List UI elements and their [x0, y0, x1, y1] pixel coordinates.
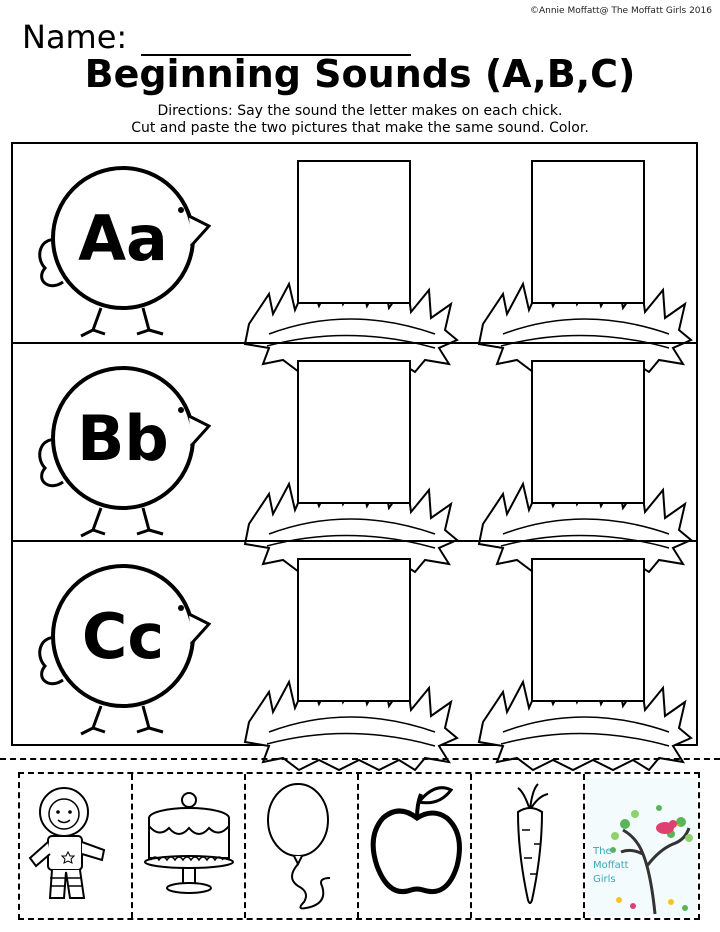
chick-letter: Aa	[78, 202, 168, 275]
paste-box-2[interactable]	[531, 360, 645, 504]
moffatt-girls-logo-icon	[585, 774, 698, 918]
cutout-moffatt-logo	[585, 774, 698, 918]
worksheet-row-b	[13, 342, 696, 542]
cutout-carrot[interactable]	[472, 774, 585, 918]
chick-icon	[31, 556, 211, 736]
astronaut-icon	[20, 774, 133, 918]
chick-icon	[31, 158, 211, 338]
worksheet-row-c	[13, 540, 696, 740]
paste-box-1[interactable]	[297, 360, 411, 504]
logo-text-line-1: The	[593, 846, 612, 857]
apple-icon	[359, 774, 472, 918]
directions-line-2: Cut and paste the two pictures that make the same sound. Color.	[131, 120, 589, 136]
logo-text-line-2: Moffatt	[593, 860, 629, 871]
chick-letter: Cc	[81, 600, 165, 673]
paste-box-1[interactable]	[297, 558, 411, 702]
cutout-balloon[interactable]	[246, 774, 359, 918]
directions	[0, 103, 720, 137]
worksheet-row-a	[13, 144, 696, 342]
carrot-icon	[472, 774, 585, 918]
name-row	[22, 18, 411, 56]
worksheet-table	[11, 142, 698, 746]
logo-text-line-3: Girls	[593, 874, 616, 885]
cut-line	[0, 758, 720, 760]
paste-box-2[interactable]	[531, 160, 645, 304]
cutout-strip	[18, 772, 700, 920]
cutout-cake[interactable]	[133, 774, 246, 918]
cutout-apple[interactable]	[359, 774, 472, 918]
copyright-text: ©Annie Moffatt@ The Moffatt Girls 2016	[529, 6, 712, 16]
paste-box-1[interactable]	[297, 160, 411, 304]
balloon-icon	[246, 774, 359, 918]
page-title: Beginning Sounds (A,B,C)	[84, 52, 636, 96]
paste-box-2[interactable]	[531, 558, 645, 702]
cutout-astronaut[interactable]	[20, 774, 133, 918]
chick-letter: Bb	[77, 402, 169, 475]
name-label: Name:	[22, 18, 128, 56]
directions-line-1: Directions: Say the sound the letter makes on each chick.	[157, 103, 563, 119]
chick-icon	[31, 358, 211, 538]
cake-icon	[133, 774, 246, 918]
